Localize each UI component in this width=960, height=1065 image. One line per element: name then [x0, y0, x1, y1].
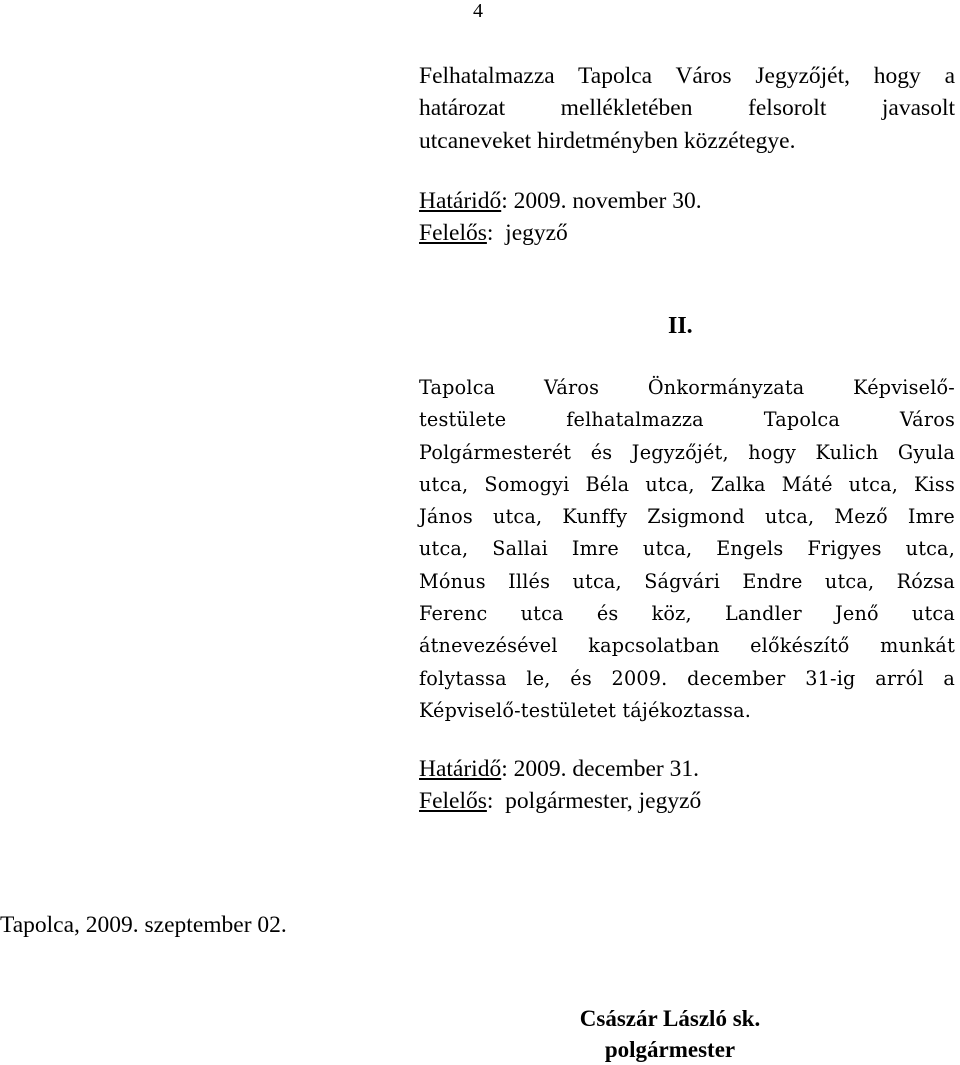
resolution-1-deadline	[419, 185, 702, 217]
text-line: határozat mellékletében felsorolt javasolt	[419, 95, 955, 122]
text-line: János utca, Kunffy Zsigmond utca, Mező Imre	[419, 505, 955, 529]
place-and-date: Tapolca, 2009. szeptember 02.	[0, 912, 287, 938]
text-line: Képviselő-testületet tájékoztassa.	[419, 698, 752, 722]
responsible-value: : polgármester, jegyző	[486, 788, 702, 814]
signature-block	[520, 1003, 820, 1065]
signatory-name: Császár László sk.	[579, 1006, 761, 1031]
resolution-1-responsible	[419, 217, 568, 249]
text-line: utca, Somogyi Béla utca, Zalka Máté utca, Kiss	[419, 472, 955, 496]
deadline-value: : 2009. november 30.	[501, 188, 702, 214]
text-line: Tapolca Város Önkormányzata Képviselő-	[419, 376, 955, 399]
section-number: II.	[668, 313, 693, 339]
signatory-title: polgármester	[604, 1037, 736, 1062]
resolution-2-responsible	[419, 785, 701, 817]
text-line: Felhatalmazza Tapolca Város Jegyzőjét, hogy a	[419, 63, 955, 89]
resolution-2-text	[419, 372, 955, 727]
responsible-label: Felelős	[419, 788, 487, 814]
deadline-label: Határidő	[419, 188, 502, 214]
text-line: utca, Sallai Imre utca, Engels Frigyes utca,	[419, 537, 955, 561]
text-line: Ferenc utca és köz, Landler Jenő utca	[419, 602, 955, 626]
resolution-2-deadline	[419, 753, 699, 785]
text-line: átnevezésével kapcsolatban előkészítő munkát	[419, 634, 955, 658]
text-line: testülete felhatalmazza Tapolca Város	[419, 408, 955, 432]
text-line: folytassa le, és 2009. december 31-ig arról a	[419, 666, 955, 690]
text-line: Mónus Illés utca, Ságvári Endre utca, Rózsa	[419, 569, 955, 593]
text-line: Polgármesterét és Jegyzőjét, hogy Kulich Gyula	[419, 440, 955, 464]
responsible-value: : jegyző	[486, 220, 568, 246]
resolution-1-text	[419, 60, 955, 157]
responsible-label: Felelős	[419, 220, 487, 246]
deadline-label: Határidő	[419, 756, 502, 782]
text-line: utcaneveket hirdetményben közzétegye.	[419, 127, 796, 154]
page-number: 4	[473, 0, 483, 22]
deadline-value: : 2009. december 31.	[501, 756, 699, 782]
